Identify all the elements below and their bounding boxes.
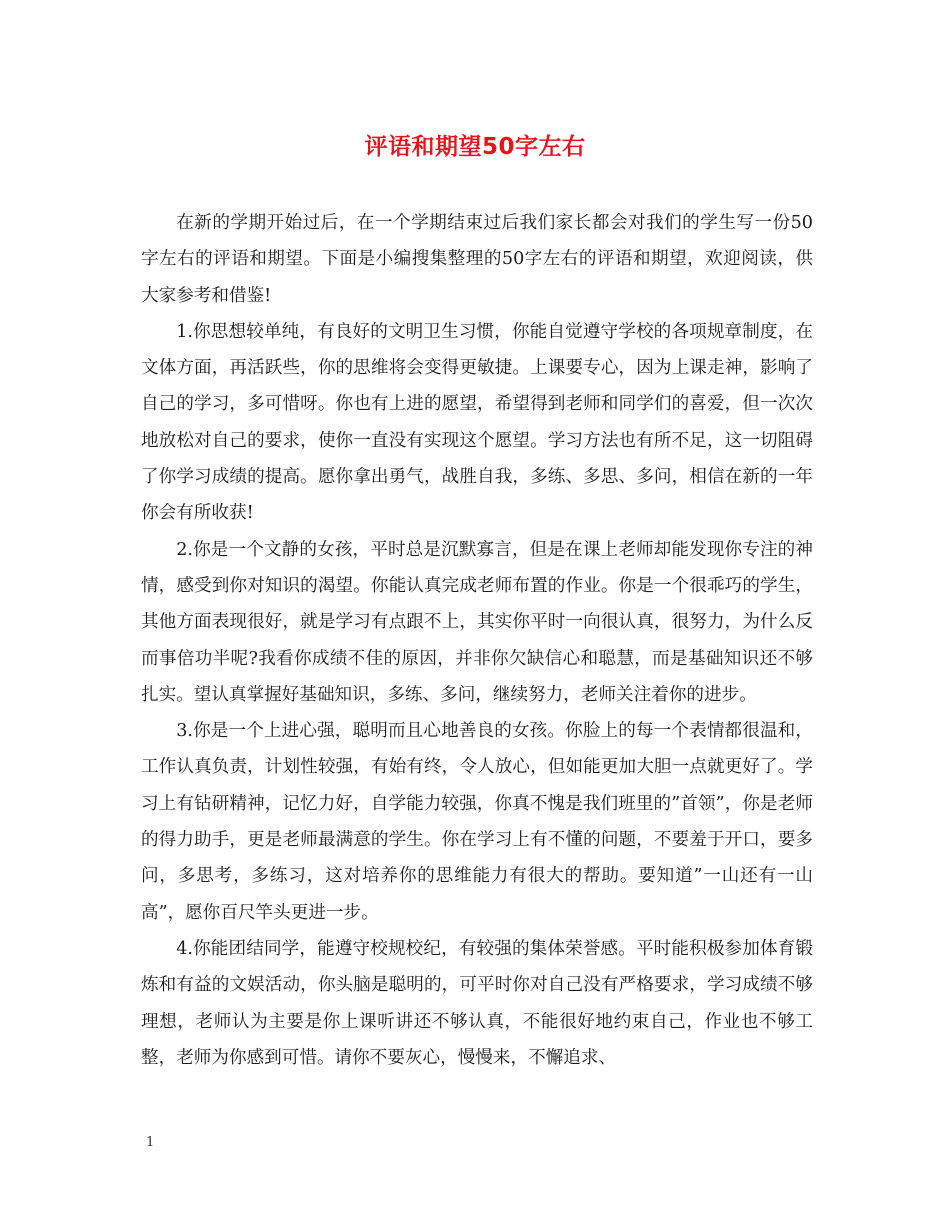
comment-paragraph-1: 1.你思想较单纯，有良好的文明卫生习惯，你能自觉遵守学校的各项规章制度，在文体方面，再活跃些，你的思维将会变得更敏捷。上课要专心，因为上课走神，影响了自己的学习，多可惜呀。你也有上进的愿望，希望得到老师和同学们的喜爱，但一次次地放松对自己的要求，使你一直没有实现这个愿望。学习方法也有所不足，这一切阻碍了你学习成绩的提高。愿你拿出勇气，战胜自我，多练、多思、多问，相信在新的一年你会有所收获! bbox=[141, 321, 813, 524]
page-number: 1 bbox=[146, 1135, 155, 1150]
document-body bbox=[141, 205, 813, 1076]
comment-paragraph-3: 3.你是一个上进心强，聪明而且心地善良的女孩。你脸上的每一个表情都很温和，工作认真负责，计划性较强，有始有终，令人放心，但如能更加大胆一点就更好了。学习上有钻研精神，记忆力好，自学能力较强，你真不愧是我们班里的”首领”，你是老师的得力助手，更是老师最满意的学生。你在学习上有不懂的问题，不要羞于开口，要多问，多思考，多练习，这对培养你的思维能力有很大的帮助。要知道”一山还有一山高”，愿你百尺竿头更进一步。 bbox=[141, 721, 813, 923]
intro-paragraph: 在新的学期开始过后，在一个学期结束过后我们家长都会对我们的学生写一份50字左右的评语和期望。下面是小编搜集整理的50字左右的评语和期望，欢迎阅读，供大家参考和借鉴! bbox=[141, 213, 813, 306]
comment-paragraph-4: 4.你能团结同学，能遵守校规校纪，有较强的集体荣誉感。平时能积极参加体育锻炼和有益的文娱活动，你头脑是聪明的，可平时你对自己没有严格要求，学习成绩不够理想，老师认为主要是你上课听讲还不够认真，不能很好地约束自己，作业也不够工整，老师为你感到可惜。请你不要灰心，慢慢来，不懈追求、 bbox=[141, 938, 813, 1068]
document-title: 评语和期望50字左右 bbox=[364, 134, 586, 160]
comment-paragraph-2: 2.你是一个文静的女孩，平时总是沉默寡言，但是在课上老师却能发现你专注的神情，感受到你对知识的渴望。你能认真完成老师布置的作业。你是一个很乖巧的学生，其他方面表现很好，就是学习有点跟不上，其实你平时一向很认真，很努力，为什么反而事倍功半呢?我看你成绩不佳的原因，并非你欠缺信心和聪慧，而是基础知识还不够扎实。望认真掌握好基础知识，多练、多问，继续努力，老师关注着你的进步。 bbox=[141, 539, 813, 705]
